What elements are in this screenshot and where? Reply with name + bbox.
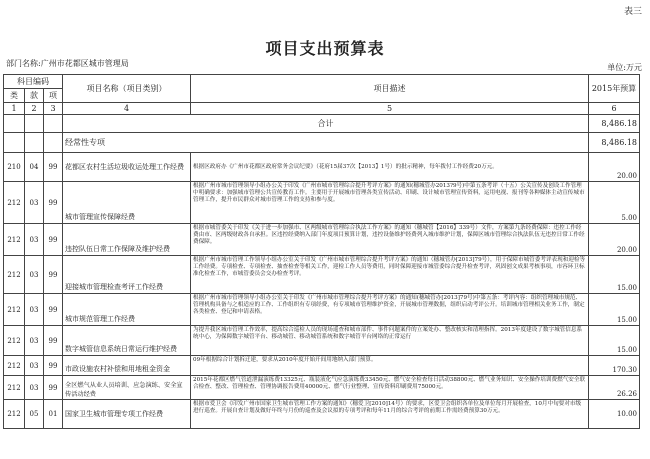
cell-xiang: 99: [44, 153, 63, 182]
header-xiang: 项: [44, 89, 63, 103]
cell-project-desc: 根据市城管委关于印发《关于进一步加强市、区两级城市管理综合执法工作方案》的通知（穗城管【2016】339号）文件，方案第九条经费保障：违控工作经费由市、区两级财政各自承担。区违控经费纳入部门年度项目预算计划，违控设备维护经费列入城市维护计划，保障区城市管理综合执法队伍无违控日常工作经费保障。: [191, 224, 589, 256]
cell-xiang: 99: [44, 182, 63, 224]
category-label: 经常性专项: [63, 133, 589, 153]
cell-xiang: 99: [44, 256, 63, 294]
cell-xiang: 99: [44, 294, 63, 326]
cell-amount: 26.26: [589, 376, 640, 400]
cell-project-desc: 根据市爱卫会《印发广州市国家卫生城市管理工作方案的通知》（穗爱卫[2010]14号）的要求，区爱卫会组织各单位及单位每月开展检查，10月中旬要对市级进行巡查。开展自查计划及做好年终与月份的巡查及会议拟的专项考评和每年11月的综合考评的前期工作需经费预算30万元。: [191, 400, 589, 429]
department-label: 部门名称:广州市花都区城市管理局: [6, 59, 129, 68]
cell-kuan: 05: [25, 400, 44, 429]
cell-kuan: 03: [25, 182, 44, 224]
table-row: [4, 294, 640, 326]
cell-project-name: 城市管理宣传保障经费: [63, 182, 191, 224]
cell-amount: 15.00: [589, 294, 640, 326]
cell-amount: 20.00: [589, 224, 640, 256]
col-number: 1: [4, 103, 25, 115]
cell-project-desc: 根据区政府办《广州市花都区政府常务会议纪要》（花府15届37次【2013】1号）的批示精神，每年拨付工作经费20万元。: [191, 153, 589, 182]
table-row: [4, 182, 640, 224]
cell-project-name: 花都区农村生活垃圾收运处理工作经费: [63, 153, 191, 182]
category-amount: 8,486.18: [589, 133, 640, 153]
table-row: [4, 256, 640, 294]
header-lei: 类: [4, 89, 25, 103]
cell-kuan: 04: [25, 153, 44, 182]
cell-amount: 170.30: [589, 356, 640, 376]
table-row: [4, 153, 640, 182]
cell-lei: 212: [4, 326, 25, 356]
cell-lei: 212: [4, 356, 25, 376]
cell-xiang: 99: [44, 356, 63, 376]
cell-project-desc: 2015年花都区燃气管道泄漏演练费13325元、瓶装液化气应急演练费33450元、燃气安全检查每日活动38800元、燃气业务知识、安全操作培训费燃气安全联合检查、整改、管理检查、管理协调报告费用40000元、燃气行业整理、宣传资料印刷费用75000元。: [191, 376, 589, 400]
cell-project-name: 迎接城市管理检查考评工作经费: [63, 256, 191, 294]
cell-project-name: 国家卫生城市管理专项工作经费: [63, 400, 191, 429]
cell-xiang: 99: [44, 224, 63, 256]
cell-amount: 5.00: [589, 182, 640, 224]
col-number: 4: [63, 103, 191, 115]
cell-project-desc: 根据广州市城市管理工作领导小组办公室关于印发《广州市城市管理综合提升考评方案》的通知（穗城管办[2013]79号），用于保障市城管委考评表现和迎检等工作经费。专项检查、专项检查、抽查检查等相关工作，迎检工作人员等费用，同时保障迎接市城管委综合提升检查考评，巩固创文成果考核事项，市容环卫标准化检查工作，市城管委员会交办检查考评。: [191, 256, 589, 294]
cell-amount: 15.00: [589, 256, 640, 294]
cell-project-desc: 根据广州市城市管理领导小组办公室关于印发《广州市城市管理综合提升考评方案》的通知(穗城管办[2013]79号)中第五条：考评内容：组织管理城市规范、管理机构具备与之相适应的工作、工作组织有专项经费，有专项城市管理维护资金，开展城市管理数据，组织启动考评公开。培训城市管理相关业务工作，制定各类检查、登记和申请表格。: [191, 294, 589, 326]
header-budget: 2015年预算: [589, 75, 640, 103]
cell-kuan: 03: [25, 326, 44, 356]
table-row: [4, 326, 640, 356]
col-number: 2: [25, 103, 44, 115]
cell-lei: 212: [4, 400, 25, 429]
header-project-desc: 项目描述: [191, 75, 589, 103]
cell-kuan: 03: [25, 356, 44, 376]
col-number: 3: [44, 103, 63, 115]
table-row: [4, 400, 640, 429]
total-amount: 8,486.18: [589, 115, 640, 133]
cell-lei: 212: [4, 376, 25, 400]
page-title: 项目支出预算表: [265, 39, 385, 58]
cell-project-desc: 为提升我区城市管理工作效率，提高综合巡检人员的现场遥查和城市部件、事件问题案件的立案处办、整改核实和清理指挥。2013年度建设了数字城管信息系统中心，为保障数字城管平台、移动城管、移动城管系统和数字城管平台网络的正常运行: [191, 326, 589, 356]
cell-lei: 212: [4, 256, 25, 294]
total-label: 合计: [63, 115, 589, 133]
cell-project-name: 数字城管信息系统日常运行维护经费: [63, 326, 191, 356]
cell-lei: 210: [4, 153, 25, 182]
cell-kuan: 03: [25, 256, 44, 294]
header-project-name: 项目名称（项目类别）: [63, 75, 191, 103]
cell-amount: 10.00: [589, 400, 640, 429]
col-number: 6: [589, 103, 640, 115]
cell-project-name: 城市规范管理工作经费: [63, 294, 191, 326]
cell-kuan: 03: [25, 376, 44, 400]
cell-kuan: 03: [25, 224, 44, 256]
header-code-group: 科目编码: [4, 75, 63, 89]
cell-lei: 212: [4, 224, 25, 256]
cell-amount: 20.00: [589, 153, 640, 182]
unit-label: 单位:万元: [607, 63, 642, 72]
cell-xiang: 99: [44, 376, 63, 400]
cell-xiang: 99: [44, 326, 63, 356]
cell-lei: 212: [4, 182, 25, 224]
cell-kuan: 03: [25, 294, 44, 326]
table-row: [4, 376, 640, 400]
table-row: [4, 224, 640, 256]
sheet-label: 表三: [623, 7, 642, 17]
cell-project-name: 市政设施农村补偿和用地租金资金: [63, 356, 191, 376]
cell-xiang: 01: [44, 400, 63, 429]
col-number: 5: [191, 103, 589, 115]
cell-project-desc: 09年根据综合计划拆迁建，要求从2010年度开始开间用地纳入部门预算。: [191, 356, 589, 376]
cell-project-name: 全区燃气从业人员培训、应急演练、安全宣传活动经费: [63, 376, 191, 400]
budget-table: [3, 74, 640, 429]
cell-project-desc: 根据广州市城市管理领导小组办公关于印发《广州市城市管理综合提升考评方案》的通知(穗城管办2013?9号)中第五条考评（十五）公关宣传及创设工作管理中明确要求：加强城市管理公共宣传教育工作。主要用于开展城市管理各类宣传活动、印刷、设计城市管理宣传资料，运用电视、报刊等各种媒体主动宣传城市管理工作，提升市民群众对城市管理工作的支持和参与度。: [191, 182, 589, 224]
cell-project-name: 违控队伍日常工作保障及维护经费: [63, 224, 191, 256]
cell-amount: 15.00: [589, 326, 640, 356]
cell-lei: 212: [4, 294, 25, 326]
header-kuan: 款: [25, 89, 44, 103]
table-row: [4, 356, 640, 376]
